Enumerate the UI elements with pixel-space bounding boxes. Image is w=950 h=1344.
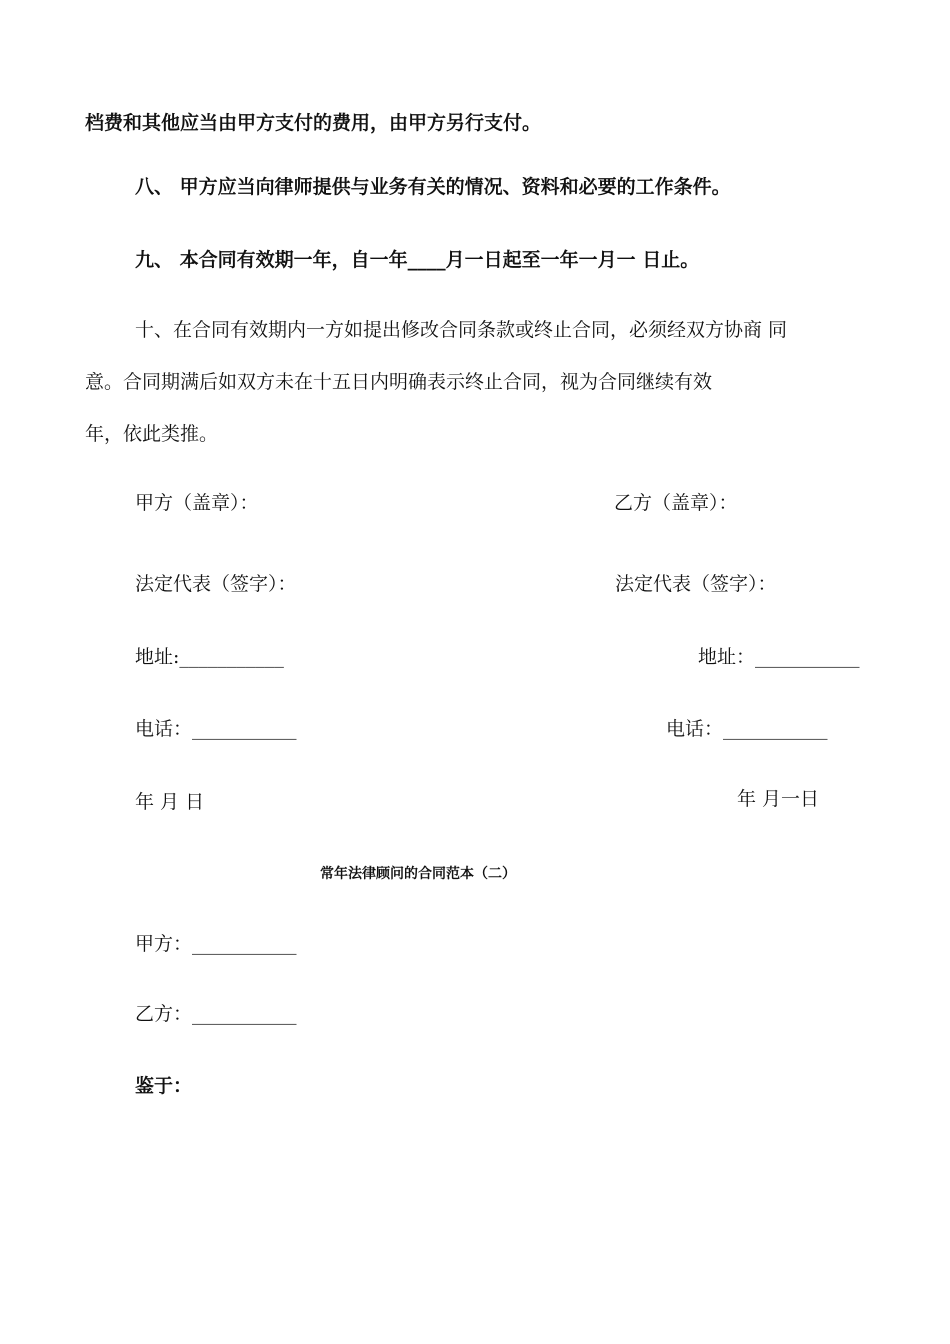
party-a-address: 地址:___________ (135, 646, 284, 668)
clause-10-line-1: 十、在合同有效期内一方如提出修改合同条款或终止合同，必须经双方协商 同 (135, 319, 788, 341)
clause-10-line-2: 意。合同期满后如双方未在十五日内明确表示终止合同，视为合同继续有效 (85, 371, 713, 393)
party-b-address: 地址：___________ (698, 646, 860, 668)
contract-2-party-a: 甲方：___________ (135, 933, 297, 955)
party-a-representative: 法定代表（签字）： (135, 573, 297, 595)
clause-8: 八、 甲方应当向律师提供与业务有关的情况、资料和必要的工作条件。 (135, 176, 731, 198)
party-b-phone: 电话：___________ (666, 718, 828, 740)
party-b-representative: 法定代表（签字）： (615, 573, 777, 595)
continuation-line: 档费和其他应当由甲方支付的费用，由甲方另行支付。 (85, 112, 542, 134)
clause-9: 九、 本合同有效期一年，自一年____月一日起至一年一月一 日止。 (135, 249, 700, 271)
contract-2-title: 常年法律顾问的合同范本（二） (320, 866, 516, 882)
party-a-phone: 电话：___________ (135, 718, 297, 740)
party-b-date: 年 月一日 (737, 788, 820, 810)
party-a-seal: 甲方（盖章）： (135, 492, 259, 514)
party-a-date: 年 月 日 (135, 791, 205, 813)
contract-2-party-b: 乙方：___________ (135, 1003, 297, 1025)
clause-10-line-3: 年，依此类推。 (85, 423, 219, 445)
contract-2-whereas: 鉴于： (135, 1075, 193, 1097)
party-b-seal: 乙方（盖章）： (614, 492, 738, 514)
